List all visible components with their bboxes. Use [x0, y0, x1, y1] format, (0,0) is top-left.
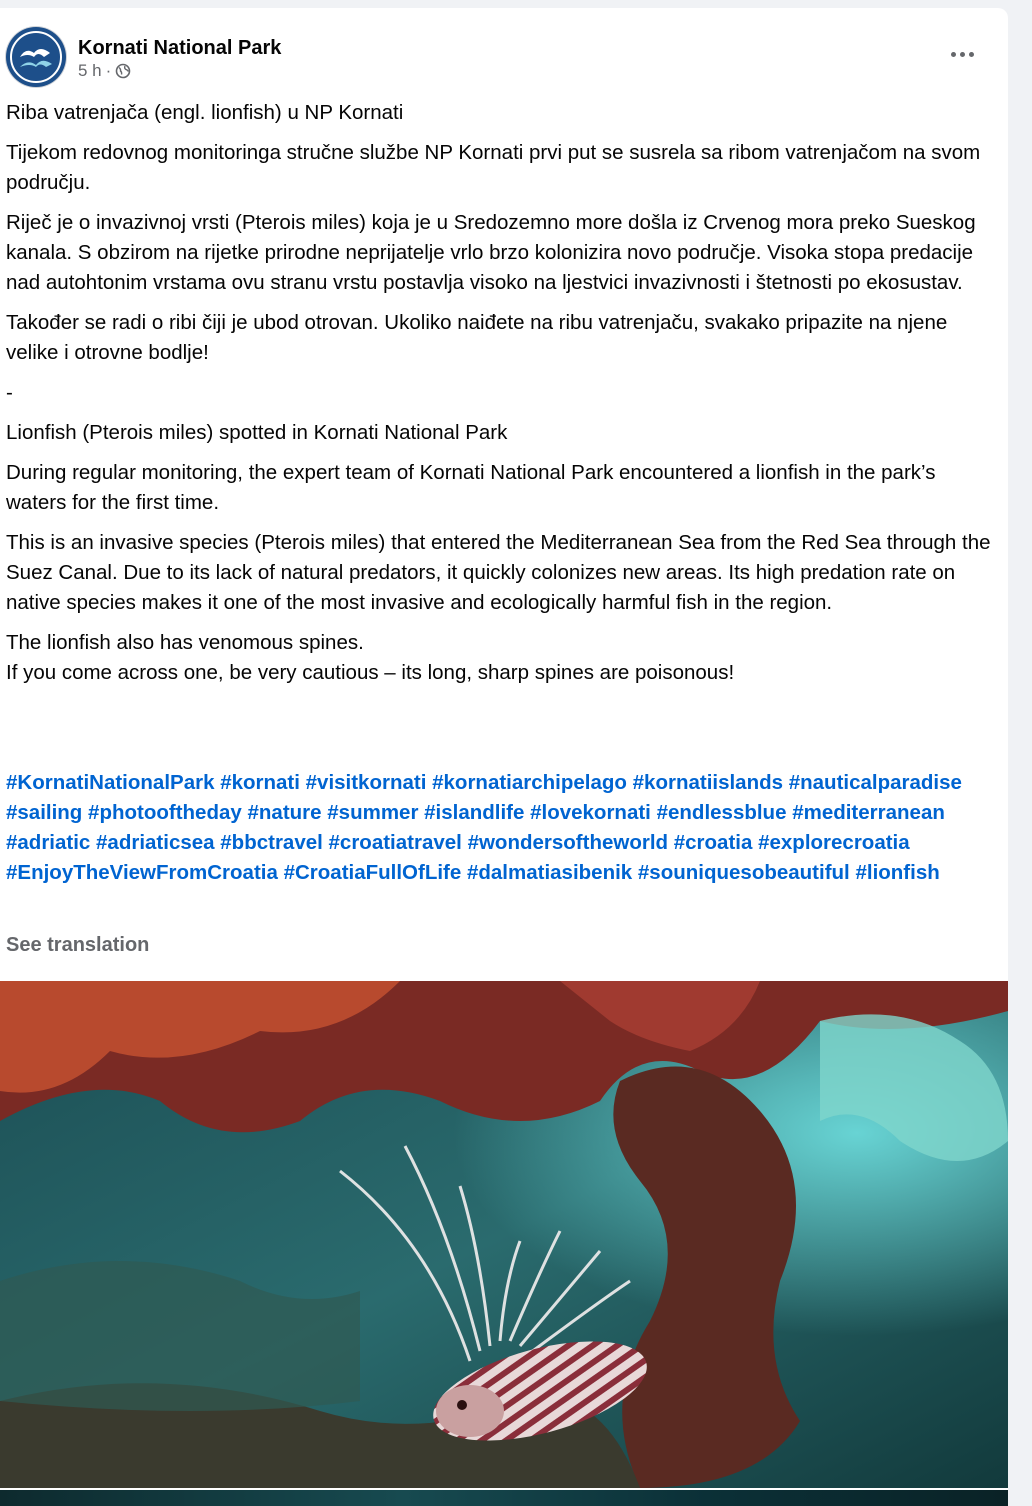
hashtag-link[interactable]: #lionfish	[855, 861, 940, 884]
hashtag-list	[6, 768, 996, 888]
lionfish-photo	[0, 981, 1008, 1488]
hashtag-link[interactable]: #visitkornati	[305, 771, 427, 794]
post-paragraph	[6, 628, 996, 688]
hashtag-link[interactable]: #EnjoyTheViewFromCroatia	[6, 861, 278, 884]
next-photo-strip[interactable]	[0, 1490, 1008, 1506]
post-paragraph: Riba vatrenjača (engl. lionfish) u NP Kornati	[6, 101, 404, 124]
post-photo[interactable]	[0, 981, 1008, 1488]
hashtag-link[interactable]: #photooftheday	[88, 801, 242, 824]
hashtag-link[interactable]: #wondersoftheworld	[467, 831, 669, 854]
more-dot	[969, 52, 974, 57]
hashtag-link[interactable]: #adriatic	[6, 831, 91, 854]
hashtag-link[interactable]: #mediterranean	[792, 801, 945, 824]
post-paragraph: Tijekom redovnog monitoringa stručne službe NP Kornati prvi put se susrela sa ribom vatrenjačom na svom području.	[6, 141, 981, 194]
globe-icon[interactable]	[115, 63, 131, 79]
page-name[interactable]: Kornati National Park	[78, 37, 282, 59]
hashtag-link[interactable]: #summer	[327, 801, 419, 824]
more-horizontal-icon	[951, 52, 956, 57]
hashtag-link[interactable]: #kornati	[220, 771, 300, 794]
post-paragraph: Također se radi o ribi čiji je ubod otrovan. Ukoliko naiđete na ribu vatrenjaču, svakako pripazite na njene velike i otrovne bodlje!	[6, 311, 948, 364]
meta-separator: ·	[105, 61, 112, 80]
hashtag-link[interactable]: #endlessblue	[656, 801, 787, 824]
hashtag-link[interactable]: #kornatiarchipelago	[432, 771, 627, 794]
hashtag-link[interactable]: #dalmatiasibenik	[466, 861, 633, 884]
post-paragraph: -	[6, 381, 13, 404]
post-paragraph: Lionfish (Pterois miles) spotted in Kornati National Park	[6, 421, 508, 444]
more-dot	[960, 52, 965, 57]
hashtag-link[interactable]: #bbctravel	[220, 831, 323, 854]
hashtag-link[interactable]: #kornatiislands	[632, 771, 784, 794]
post-card	[0, 8, 1008, 1506]
hashtag-link[interactable]: #adriaticsea	[96, 831, 215, 854]
post-time[interactable]: 5 h	[78, 61, 102, 80]
hashtag-link[interactable]: #souniquesobeautiful	[637, 861, 850, 884]
post-text	[6, 98, 996, 698]
hashtag-link[interactable]: #islandlife	[424, 801, 525, 824]
post-paragraph: During regular monitoring, the expert team of Kornati National Park encountered a lionfish in the park’s waters for the first time.	[6, 461, 936, 514]
avatar[interactable]	[6, 27, 66, 87]
more-options-button[interactable]	[938, 36, 986, 72]
post-meta	[78, 61, 131, 81]
see-translation-link[interactable]: See translation	[6, 934, 150, 956]
hashtag-link[interactable]: #sailing	[6, 801, 83, 824]
post-paragraph: This is an invasive species (Pterois miles) that entered the Mediterranean Sea from the Red Sea through the Suez Canal. Due to its lack of natural predators, it quickly colonizes new areas. Its high predation rate on native species makes it one of the most invasive and ecologically harmful fish in the region.	[6, 531, 991, 614]
post-header	[0, 8, 1008, 98]
post-line: If you come across one, be very cautious – its long, sharp spines are poisonous!	[6, 661, 735, 684]
hashtag-link[interactable]: #CroatiaFullOfLife	[283, 861, 462, 884]
hashtag-link[interactable]: #KornatiNationalPark	[6, 771, 215, 794]
post-line: The lionfish also has venomous spines.	[6, 631, 364, 654]
hashtag-link[interactable]: #lovekornati	[530, 801, 651, 824]
post-paragraph: Riječ je o invazivnoj vrsti (Pterois miles) koja je u Sredozemno more došla iz Crvenog mora preko Sueskog kanala. S obzirom na rijetke prirodne neprijatelje vrlo brzo kolonizira novo područje. Visoka stopa predacije nad autohtonim vrstama ovu stranu vrstu postavlja visoko na ljestvici invazivnosti i štetnosti po ekosustav.	[6, 211, 976, 294]
kornati-logo-icon	[6, 27, 66, 87]
hashtag-link[interactable]: #nature	[247, 801, 322, 824]
hashtag-link[interactable]: #explorecroatia	[758, 831, 910, 854]
hashtag-link[interactable]: #croatia	[673, 831, 753, 854]
hashtag-link[interactable]: #croatiatravel	[328, 831, 462, 854]
hashtag-link[interactable]: #nauticalparadise	[788, 771, 962, 794]
